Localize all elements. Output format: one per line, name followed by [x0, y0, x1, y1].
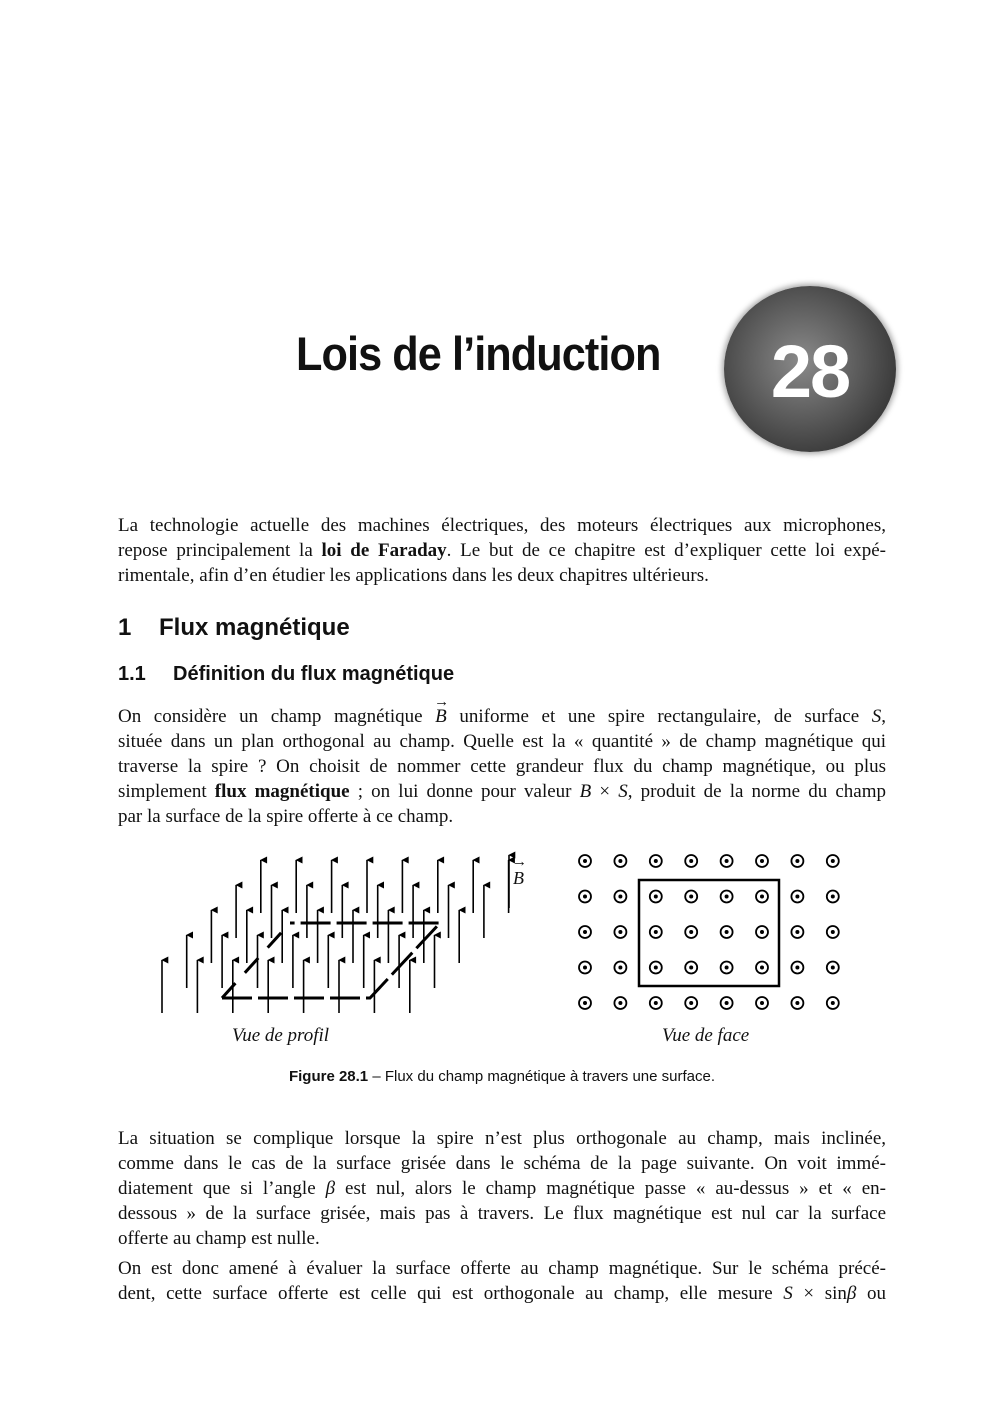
text-run: uniforme et une spire rectangulaire, de surface — [446, 706, 872, 727]
text-run: par la surface de la spire offerte à ce champ. — [118, 806, 454, 827]
text-run: On considère un champ magnétique — [118, 706, 436, 727]
field-out-of-page-dot — [760, 1001, 764, 1005]
text-run: × — [591, 781, 619, 802]
text-line — [118, 1151, 886, 1176]
field-out-of-page-dot — [725, 859, 729, 863]
section-title: Flux magnétique — [159, 614, 350, 641]
field-out-of-page-dot — [654, 966, 658, 970]
field-out-of-page-dot — [654, 1001, 658, 1005]
field-vector-label: → B — [513, 868, 524, 889]
text-run: offerte au champ est nulle. — [118, 1228, 320, 1249]
field-out-of-page-dot — [583, 1001, 587, 1005]
text-run: repose principalement la — [118, 540, 322, 561]
text-run: diatement que si l’angle — [118, 1178, 326, 1199]
math-symbol: S — [783, 1283, 793, 1304]
section-number: 1 — [118, 614, 132, 641]
text-line — [118, 1126, 886, 1151]
text-run: , produit de la norme du champ — [627, 781, 886, 802]
field-out-of-page-dot — [618, 966, 622, 970]
field-out-of-page-dot — [689, 966, 693, 970]
field-out-of-page-dot — [583, 859, 587, 863]
profile-view — [162, 855, 509, 1013]
field-out-of-page-dot — [583, 895, 587, 899]
text-line — [118, 1201, 886, 1226]
subsection-number: 1.1 — [118, 663, 146, 685]
field-out-of-page-dot — [795, 966, 799, 970]
text-run: , — [881, 706, 886, 727]
bold-term: loi de Faraday — [321, 540, 447, 561]
inclined-paragraph — [118, 1126, 886, 1251]
field-out-of-page-dot — [831, 966, 835, 970]
field-out-of-page-dot — [583, 966, 587, 970]
field-out-of-page-dot — [795, 859, 799, 863]
text-run: traverse la spire ? On choisit de nommer cette grandeur flux du champ magnétique, ou plus — [118, 756, 886, 777]
figure-caption-text: Flux du champ magnétique à travers une surface. — [384, 1068, 716, 1085]
field-out-of-page-dot — [583, 930, 587, 934]
field-out-of-page-dot — [689, 930, 693, 934]
field-out-of-page-dot — [760, 859, 764, 863]
math-symbol: S — [618, 781, 628, 802]
field-out-of-page-dot — [654, 895, 658, 899]
field-out-of-page-dot — [618, 895, 622, 899]
chapter-number: 28 — [770, 329, 850, 413]
field-out-of-page-dot — [654, 859, 658, 863]
field-out-of-page-dot — [725, 1001, 729, 1005]
text-run: . Le but de ce chapitre est d’expliquer cette loi expé- — [446, 540, 886, 561]
figure-caption-separator: – — [368, 1068, 385, 1085]
math-symbol: β — [846, 1283, 857, 1304]
text-run: × sin — [792, 1283, 847, 1304]
face-view — [579, 855, 839, 1009]
text-run: comme dans le cas de la surface grisée dans le schéma de la page suivante. On voit immé- — [118, 1153, 886, 1174]
chapter-title: Lois de l’induction — [296, 327, 661, 380]
math-symbol: β — [325, 1178, 336, 1199]
text-run: simplement — [118, 781, 215, 802]
field-out-of-page-dot — [689, 859, 693, 863]
field-out-of-page-dot — [618, 930, 622, 934]
field-out-of-page-dot — [795, 930, 799, 934]
text-run: dent, cette surface offerte est celle qui est orthogonale au champ, elle mesure — [118, 1283, 784, 1304]
field-out-of-page-dot — [831, 1001, 835, 1005]
field-out-of-page-dot — [760, 930, 764, 934]
bold-term: flux magnétique — [214, 781, 350, 802]
field-out-of-page-dot — [831, 930, 835, 934]
field-out-of-page-dot — [795, 1001, 799, 1005]
math-symbol: S — [871, 706, 882, 727]
field-out-of-page-dot — [831, 895, 835, 899]
text-line — [118, 1226, 886, 1251]
field-out-of-page-dot — [831, 859, 835, 863]
field-out-of-page-dot — [725, 930, 729, 934]
text-line — [118, 1176, 886, 1201]
field-out-of-page-dot — [760, 895, 764, 899]
math-symbol: → B — [435, 704, 447, 729]
field-out-of-page-dot — [689, 1001, 693, 1005]
field-out-of-page-dot — [760, 966, 764, 970]
text-run: On est donc amené à évaluer la surface offerte au champ magnétique. Sur le schéma précé- — [118, 1258, 886, 1279]
text-line — [118, 1256, 886, 1281]
figure-label: Figure 28.1 — [288, 1068, 369, 1085]
text-run: est nul, alors le champ magnétique passe « au-dessus » et « en- — [335, 1178, 887, 1199]
caption-face-view: Vue de face — [662, 1025, 750, 1046]
field-out-of-page-dot — [618, 859, 622, 863]
text-run: ; on lui donne pour valeur — [349, 781, 580, 802]
text-run: ou — [856, 1283, 887, 1304]
field-out-of-page-dot — [725, 895, 729, 899]
surface-paragraph — [118, 1256, 886, 1306]
field-out-of-page-dot — [795, 895, 799, 899]
figure-caption — [0, 1068, 1004, 1085]
field-out-of-page-dot — [618, 1001, 622, 1005]
text-run: dessous » de la surface grisée, mais pas à travers. Le flux magnétique est nul car la surface — [118, 1203, 886, 1224]
field-out-of-page-dot — [725, 966, 729, 970]
field-out-of-page-dot — [689, 895, 693, 899]
loop-rectangle — [639, 880, 779, 986]
caption-profile-view: Vue de profil — [232, 1025, 330, 1046]
text-line — [118, 1281, 886, 1306]
text-run: La situation se complique lorsque la spire n’est plus orthogonale au champ, mais inclinée, — [118, 1128, 886, 1149]
text-run: située dans un plan orthogonal au champ. Quelle est la « quantité » de champ magnétique qui — [118, 731, 886, 752]
text-run: La technologie actuelle des machines électriques, des moteurs électriques aux microphones, — [118, 515, 886, 536]
text-run: rimentale, afin d’en étudier les applications dans les deux chapitres ultérieurs. — [118, 565, 709, 586]
field-out-of-page-dot — [654, 930, 658, 934]
subsection-title: Définition du flux magnétique — [173, 663, 455, 685]
math-symbol: B — [579, 781, 592, 802]
